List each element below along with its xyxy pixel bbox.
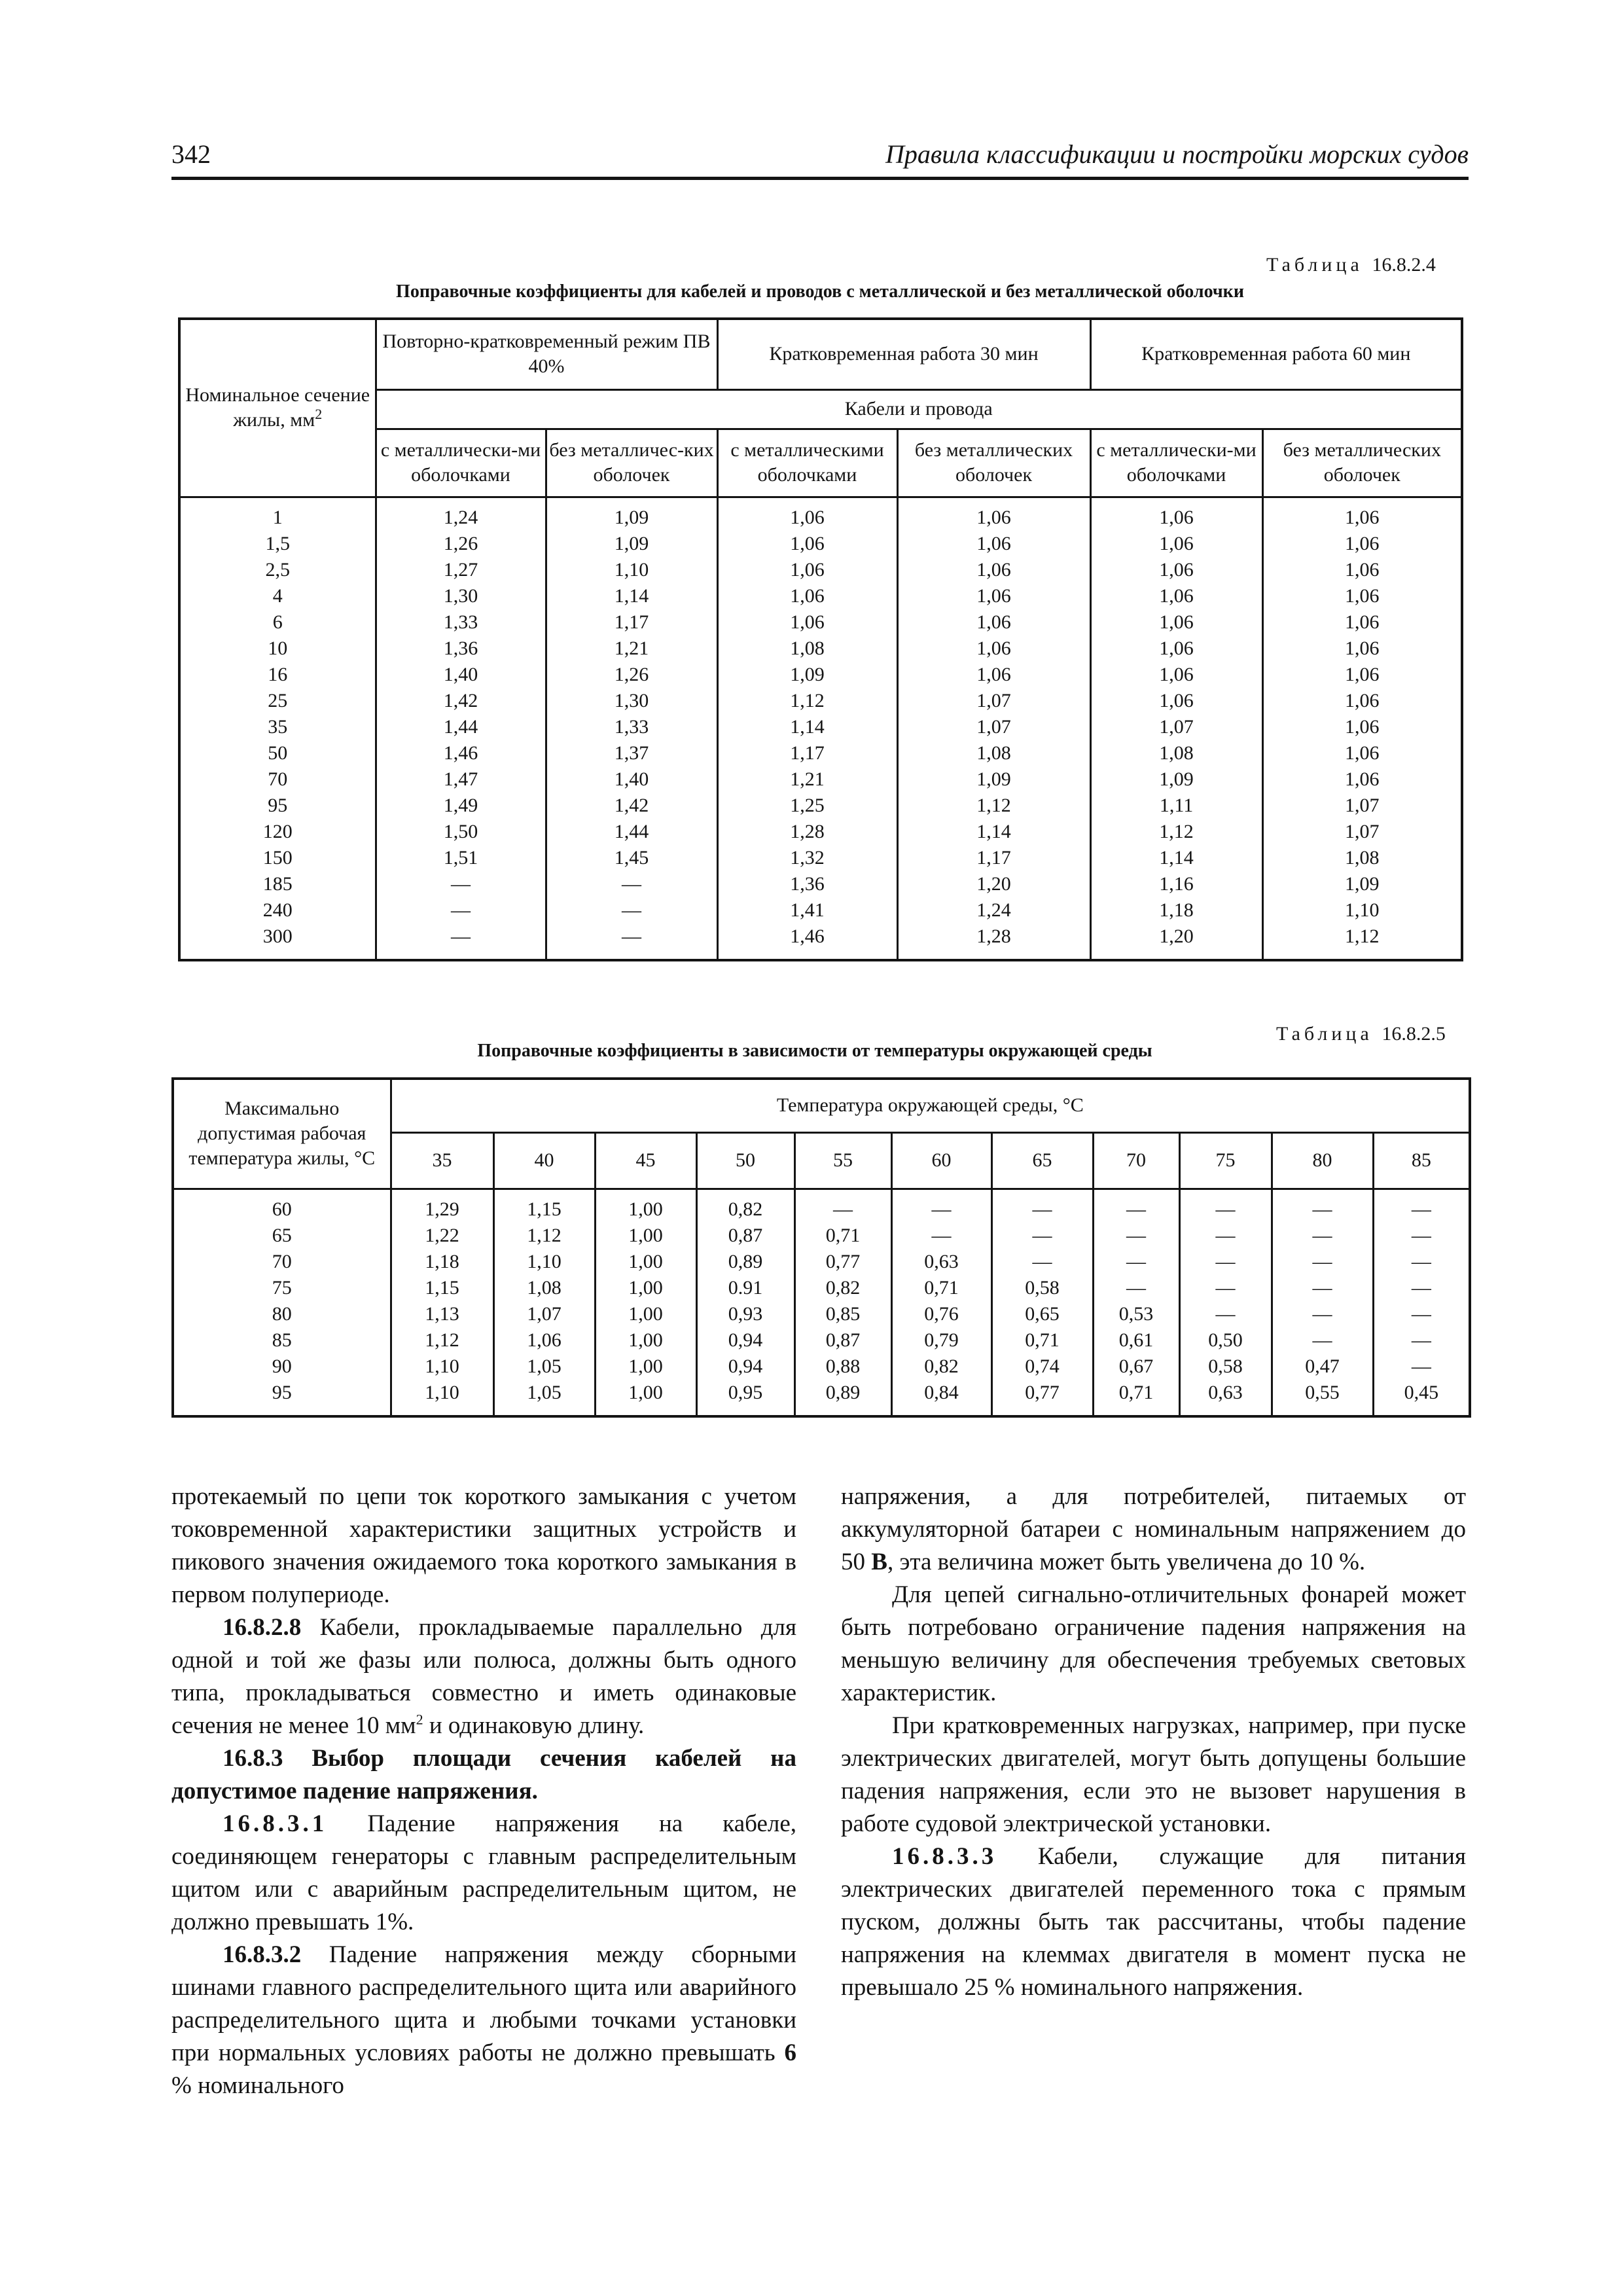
table2-value-cell: 1,29 [425, 1198, 459, 1220]
table1-col-head: с металлически-ми оболочками [376, 429, 546, 497]
table2-label: Таблица 16.8.2.5 [1276, 1023, 1446, 1045]
table2-value-cell: 0,88 [825, 1355, 861, 1377]
table2-value-cell: — [1312, 1329, 1332, 1351]
table1-value-cell: 1,32 [790, 846, 825, 869]
table2-value-column [1179, 1189, 1272, 1416]
table2-temp-head: 45 [595, 1132, 696, 1189]
table1-value-column [1262, 497, 1462, 960]
paragraph: протекаемый по цепи ток короткого замыкания с учетом токовременной характеристики защитных устройств и пикового значения ожидаемого тока короткого замыкания в первом полупериоде. [171, 1483, 796, 1608]
table1-value-cell: 1,09 [614, 506, 649, 528]
table1-col-head: без металлических оболочек [1262, 429, 1462, 497]
table2-value-cell: 0,71 [1118, 1381, 1154, 1403]
table1-section-cell: 25 [268, 689, 288, 711]
table2-value-cell: 1,00 [628, 1355, 663, 1377]
table2-temp-cell: 75 [272, 1276, 292, 1299]
table1-value-cell: 1,14 [1159, 846, 1194, 869]
table1-value-cell: 1,24 [443, 506, 478, 528]
table2-value-cell: — [1126, 1198, 1146, 1220]
table2-value-cell: — [931, 1224, 952, 1246]
table1-value-cell: 1,36 [790, 872, 825, 895]
table2-temp-head: 40 [493, 1132, 595, 1189]
table2-value-cell: 0,67 [1118, 1355, 1154, 1377]
table2-value-cell: 0,77 [825, 1250, 861, 1272]
table2-value-cell: — [833, 1198, 853, 1220]
table1-section-cell: 10 [268, 637, 288, 659]
table1-value-cell: 1,12 [1345, 925, 1380, 947]
table1-section-cell: 70 [268, 768, 288, 790]
table1-value-cell: 1,06 [976, 558, 1011, 581]
table2-value-cell: — [1032, 1224, 1052, 1246]
table1-section-cell: 120 [262, 820, 293, 842]
table2-value-cell: 0,71 [924, 1276, 959, 1299]
table2-value-cell: 1,06 [527, 1329, 562, 1351]
table1-value-cell: 1,42 [614, 794, 649, 816]
table1-value-cell: 1,17 [790, 742, 825, 764]
table1-section-cell: 4 [272, 584, 283, 607]
table2-value-cell: 0,82 [825, 1276, 861, 1299]
table2-value-cell: — [1312, 1224, 1332, 1246]
table2-value-cell: 1,00 [628, 1329, 663, 1351]
table2-temp-cell: 85 [272, 1329, 292, 1351]
table2-temp-cell: 60 [272, 1198, 292, 1220]
paragraph: напряжения, а для потребителей, питаемых от аккумуляторной батареи с номинальным напряжением до 50 В, эта величина может быть увеличена до 10 %. [841, 1483, 1466, 1575]
table2-value-cell: 0,71 [825, 1224, 861, 1246]
table2-temp-head: 35 [391, 1132, 493, 1189]
table1-value-cell: 1,28 [976, 925, 1011, 947]
table1-value-cell: 1,06 [1159, 532, 1194, 554]
table2-temp-head: 55 [794, 1132, 891, 1189]
table1-value-cell: 1,07 [1159, 715, 1194, 738]
table1-title: Поправочные коэффициенты для кабелей и проводов с металлической и без металлической оболочки [396, 281, 1244, 302]
table1-section-cell: 185 [262, 872, 293, 895]
table2-value-column [696, 1189, 794, 1416]
table2-value-cell: 0,89 [825, 1381, 861, 1403]
table1-value-cell: — [451, 925, 471, 947]
table1-value-cell: 1,14 [790, 715, 825, 738]
table2-value-column [1093, 1189, 1179, 1416]
table2-first-col-head: Максимально допустимая рабочая температура жилы, °С [173, 1079, 391, 1189]
table1-subgroup-head: Кабели и провода [376, 389, 1462, 429]
table1-section-column [179, 497, 376, 960]
table1-value-cell: 1,06 [790, 584, 825, 607]
table2-value-cell: 0,87 [825, 1329, 861, 1351]
table1-section-cell: 300 [262, 925, 293, 947]
table1-value-cell: 1,06 [1345, 584, 1380, 607]
right-text-column [841, 1480, 1466, 2004]
table1-value-cell: 1,10 [1345, 899, 1380, 921]
table1-col-head: с металлически-ми оболочками [1090, 429, 1262, 497]
table1-value-cell: 1,26 [614, 663, 649, 685]
table1-value-cell: 1,06 [976, 663, 1011, 685]
table2-value-cell: 0,89 [728, 1250, 763, 1272]
table2-value-cell: 0,85 [825, 1302, 861, 1325]
table1-value-cell: 1,08 [1345, 846, 1380, 869]
table1-value-cell: 1,49 [443, 794, 478, 816]
table1-value-cell: 1,07 [1345, 820, 1380, 842]
table2-value-cell: 1,10 [527, 1250, 562, 1272]
table2-temp-cell: 65 [272, 1224, 292, 1246]
table2-value-column [991, 1189, 1093, 1416]
table1-value-cell: 1,09 [1345, 872, 1380, 895]
table1-value-cell: 1,26 [443, 532, 478, 554]
table1-value-cell: 1,06 [1159, 689, 1194, 711]
table2-value-cell: 0,82 [924, 1355, 959, 1377]
table1-value-cell: 1,27 [443, 558, 478, 581]
table1-group-head: Кратковременная работа 60 мин [1090, 319, 1462, 389]
table1-value-cell: 1,08 [976, 742, 1011, 764]
table2-value-cell: 0,93 [728, 1302, 763, 1325]
table1-value-cell: 1,08 [1159, 742, 1194, 764]
paragraph: Для цепей сигнально-отличительных фонарей может быть потребовано ограничение падения напряжения на меньшую величину для обеспечения требуемых световых характеристик. [841, 1581, 1466, 1706]
table1-value-cell: 1,06 [1345, 611, 1380, 633]
table2-value-cell: 1,05 [527, 1381, 562, 1403]
table2-value-cell: — [1411, 1250, 1431, 1272]
table2-value-cell: 0,79 [924, 1329, 959, 1351]
table2-value-cell: 1,10 [425, 1355, 459, 1377]
table2-value-cell: 0,71 [1025, 1329, 1060, 1351]
header-rule [171, 177, 1469, 180]
table2-value-cell: — [1215, 1224, 1236, 1246]
table1-value-cell: 1,06 [1345, 715, 1380, 738]
table2-value-cell: 0,63 [924, 1250, 959, 1272]
table1-value-cell: 1,17 [976, 846, 1011, 869]
table2-value-cell: 1,05 [527, 1355, 562, 1377]
table2-value-cell: 0,47 [1305, 1355, 1340, 1377]
table2-temp-head: 70 [1093, 1132, 1179, 1189]
table2-value-cell: — [1411, 1224, 1431, 1246]
table2-temp-head: 60 [891, 1132, 991, 1189]
table2-value-cell: — [1032, 1198, 1052, 1220]
table1-value-cell: 1,06 [790, 558, 825, 581]
table1-value-cell: 1,12 [1159, 820, 1194, 842]
table1-value-cell: — [451, 872, 471, 895]
table2-value-cell: — [1032, 1250, 1052, 1272]
table1-value-cell: 1,06 [1159, 558, 1194, 581]
table1-value-cell: 1,08 [790, 637, 825, 659]
table2-value-cell: — [1312, 1250, 1332, 1272]
table1-group-head: Повторно-кратковременный режим ПВ 40% [376, 319, 717, 389]
table1-value-cell: 1,06 [1345, 689, 1380, 711]
table1-value-cell: 1,06 [1159, 663, 1194, 685]
table1-section-cell: 150 [262, 846, 293, 869]
table1-value-cell: 1,06 [790, 532, 825, 554]
table2-value-cell: — [1411, 1355, 1431, 1377]
table1-col-head: без металлических оболочек [897, 429, 1090, 497]
table1-value-cell: 1,30 [614, 689, 649, 711]
table2-value-column [891, 1189, 991, 1416]
table2-value-column [1272, 1189, 1373, 1416]
table2-temp-head: 85 [1373, 1132, 1470, 1189]
table2-title: Поправочные коэффициенты в зависимости от температуры окружающей среды [477, 1041, 1152, 1061]
table2-value-cell: 0,74 [1025, 1355, 1060, 1377]
table1-value-cell: 1,40 [443, 663, 478, 685]
table1-value-cell: 1,51 [443, 846, 478, 869]
table2-value-cell: 1,12 [425, 1329, 459, 1351]
page-number: 342 [171, 139, 211, 169]
table2-value-cell: 1,00 [628, 1302, 663, 1325]
table2-value-cell: — [1126, 1250, 1146, 1272]
table2-temp-cell: 90 [272, 1355, 292, 1377]
table1-value-cell: 1,33 [443, 611, 478, 633]
table2-value-cell: 0,77 [1025, 1381, 1060, 1403]
table2-value-column [1373, 1189, 1470, 1416]
table1-value-cell: 1,07 [976, 715, 1011, 738]
table1-section-cell: 240 [262, 899, 293, 921]
table1-value-cell: 1,30 [443, 584, 478, 607]
table2-value-cell: 1,07 [527, 1302, 562, 1325]
table2-value-cell: 0,87 [728, 1224, 763, 1246]
table2-value-cell: 1,00 [628, 1250, 663, 1272]
table1-value-cell: 1,40 [614, 768, 649, 790]
table1-value-cell: 1,36 [443, 637, 478, 659]
table2-value-cell: 0,76 [924, 1302, 959, 1325]
table2-value-cell: 1,08 [527, 1276, 562, 1299]
table1-value-cell: 1,46 [790, 925, 825, 947]
table1-value-cell: 1,21 [614, 637, 649, 659]
table1-value-cell: 1,06 [1345, 532, 1380, 554]
table1-section-cell: 6 [272, 611, 283, 633]
table1-value-cell: 1,09 [1159, 768, 1194, 790]
table2-temp-head: 65 [991, 1132, 1093, 1189]
table1-value-cell: — [451, 899, 471, 921]
paragraph: При кратковременных нагрузках, например, при пуске электрических двигателей, могут быть допущены большие падения напряжения, если это не вызовет нарушения в работе судовой электрической установки. [841, 1712, 1466, 1837]
table1-value-cell: 1,06 [1159, 637, 1194, 659]
paragraph-16-8-2-8: 16.8.2.8 Кабели, прокладываемые параллельно для одной и той же фазы или полюса, должны быть одного типа, прокладываться совместно и иметь одинаковые сечения не менее 10 $мм^2$ и одинаковую длину. [171, 1614, 797, 1739]
table2-value-cell: — [1312, 1276, 1332, 1299]
paragraph-16-8-3-3: 16.8.3.3 Кабели, служащие для питания электрических двигателей переменного тока с прямым пуском, должны быть так рассчитаны, чтобы падение напряжения на клеммах двигателя в момент пуска не превышало 25 % номинального напряжения. [841, 1843, 1466, 2001]
table2-value-cell: — [1215, 1198, 1236, 1220]
table1-value-cell: — [622, 925, 641, 947]
table1-value-cell: 1,06 [1345, 558, 1380, 581]
table1-section-cell: 35 [268, 715, 288, 738]
table2-value-cell: 1,15 [527, 1198, 562, 1220]
page-header [171, 139, 1469, 177]
table2-value-cell: — [1215, 1302, 1236, 1325]
table1-value-cell: 1,09 [790, 663, 825, 685]
table1-value-cell: 1,46 [443, 742, 478, 764]
table2-value-cell: 0,82 [728, 1198, 763, 1220]
table2 [171, 1077, 1471, 1418]
table1-value-cell: 1,07 [976, 689, 1011, 711]
table1-col-head: без металличес-ких оболочек [546, 429, 717, 497]
table2-value-cell: 1,10 [425, 1381, 459, 1403]
table1-value-cell: 1,47 [443, 768, 478, 790]
table1-value-cell: 1,06 [1159, 611, 1194, 633]
table2-value-cell: 1,22 [425, 1224, 459, 1246]
table2-value-cell: 0,94 [728, 1329, 763, 1351]
table1-value-cell: 1,07 [1345, 794, 1380, 816]
table1-value-cell: 1,44 [443, 715, 478, 738]
table1-value-cell: 1,16 [1159, 872, 1194, 895]
table1-value-cell: 1,12 [976, 794, 1011, 816]
table1-value-cell: 1,06 [976, 637, 1011, 659]
table1-col-head: с металлическими оболочками [717, 429, 897, 497]
table1-section-cell: 1 [272, 506, 283, 528]
table2-value-cell: — [1411, 1276, 1431, 1299]
table2-temp-cell: 95 [272, 1381, 292, 1403]
table1-value-cell: — [622, 872, 641, 895]
table2-value-cell: — [1411, 1198, 1431, 1220]
table1-value-cell: 1,06 [976, 584, 1011, 607]
table2-value-cell: — [1126, 1276, 1146, 1299]
table2-value-cell: — [1126, 1224, 1146, 1246]
table1-value-cell: 1,06 [1345, 742, 1380, 764]
table2-value-cell: — [1312, 1302, 1332, 1325]
table1-value-column [1090, 497, 1262, 960]
table1-value-column [897, 497, 1090, 960]
table1-value-cell: 1,06 [1159, 506, 1194, 528]
table2-value-cell: 0,61 [1118, 1329, 1154, 1351]
paragraph-16-8-3-2: 16.8.3.2 Падение напряжения между сборными шинами главного распределительного щита или аварийного распределительного щита и любыми точками установки при нормальных условиях работы не должно превышать 6 % номинального [171, 1941, 797, 2099]
table2-temp-column [173, 1189, 391, 1416]
table1-value-cell: 1,20 [976, 872, 1011, 895]
table1-value-cell: 1,09 [614, 532, 649, 554]
table1-value-cell: 1,20 [1159, 925, 1194, 947]
table2-value-column [493, 1189, 595, 1416]
table1-value-cell: 1,17 [614, 611, 649, 633]
table1-value-cell: 1,14 [614, 584, 649, 607]
table1-value-column [546, 497, 717, 960]
table1-value-cell: — [622, 899, 641, 921]
table2-value-cell: 0,58 [1208, 1355, 1243, 1377]
table1-value-cell: 1,06 [976, 532, 1011, 554]
table1-value-cell: 1,44 [614, 820, 649, 842]
table1-value-cell: 1,10 [614, 558, 649, 581]
table1-value-cell: 1,37 [614, 742, 649, 764]
table1-value-cell: 1,14 [976, 820, 1011, 842]
table2-value-cell: 0,55 [1305, 1381, 1340, 1403]
table1-value-cell: 1,33 [614, 715, 649, 738]
table2-value-cell: — [1215, 1276, 1236, 1299]
table1-section-cell: 2,5 [265, 558, 290, 581]
table2-value-cell: 1,00 [628, 1224, 663, 1246]
table2-temp-cell: 80 [272, 1302, 292, 1325]
table2-value-cell: — [1215, 1250, 1236, 1272]
table2-temp-head: 75 [1179, 1132, 1272, 1189]
table1-section-cell: 50 [268, 742, 288, 764]
table2-value-cell: — [1411, 1329, 1431, 1351]
table1-value-cell: 1,42 [443, 689, 478, 711]
table1-value-cell: 1,45 [614, 846, 649, 869]
table1-value-cell: 1,21 [790, 768, 825, 790]
table1-value-cell: 1,12 [790, 689, 825, 711]
table1-value-column [376, 497, 546, 960]
table2-value-cell: 0,53 [1118, 1302, 1154, 1325]
table2-value-cell: 0,94 [728, 1355, 763, 1377]
table2-value-column [391, 1189, 493, 1416]
table1-value-cell: 1,11 [1159, 794, 1194, 816]
table1-first-col-head: Номинальное сечение жилы, $мм^2$ [179, 319, 376, 497]
table1-value-cell: 1,06 [976, 611, 1011, 633]
table2-value-cell: — [1312, 1198, 1332, 1220]
table1-section-cell: 16 [268, 663, 288, 685]
table2-temp-cell: 70 [272, 1250, 292, 1272]
table2-value-cell: 0,84 [924, 1381, 959, 1403]
section-heading-16-8-3: 16.8.3 Выбор площади сечения кабелей на допустимое падение напряжения. [171, 1745, 797, 1804]
table1-value-column [717, 497, 897, 960]
table2-value-cell: 0,45 [1404, 1381, 1439, 1403]
table2-value-cell: 1,12 [527, 1224, 562, 1246]
table1-value-cell: 1,25 [790, 794, 825, 816]
table2-value-column [794, 1189, 891, 1416]
table2-temp-head: 80 [1272, 1132, 1373, 1189]
table2-value-cell: 0.91 [728, 1276, 763, 1299]
table2-group-head: Температура окружающей среды, °С [391, 1079, 1470, 1132]
table1-value-cell: 1,06 [1345, 768, 1380, 790]
table2-value-cell: — [931, 1198, 952, 1220]
left-text-column [171, 1480, 796, 2102]
table1-value-cell: 1,06 [1345, 506, 1380, 528]
table1-value-cell: 1,06 [976, 506, 1011, 528]
table1-value-cell: 1,09 [976, 768, 1011, 790]
table1-value-cell: 1,06 [790, 506, 825, 528]
table1-value-cell: 1,28 [790, 820, 825, 842]
table2-value-column [595, 1189, 696, 1416]
table1-value-cell: 1,24 [976, 899, 1011, 921]
table2-value-cell: 1,00 [628, 1198, 663, 1220]
table2-value-cell: 0,58 [1025, 1276, 1060, 1299]
table2-value-cell: 1,18 [425, 1250, 459, 1272]
table1-section-cell: 95 [268, 794, 288, 816]
table2-value-cell: 0,50 [1208, 1329, 1243, 1351]
table1-label: Таблица 16.8.2.4 [1266, 254, 1436, 276]
table1-group-head: Кратковременная работа 30 мин [717, 319, 1090, 389]
table1-value-cell: 1,06 [1345, 663, 1380, 685]
table2-value-cell: 1,13 [425, 1302, 459, 1325]
table2-value-cell: — [1411, 1302, 1431, 1325]
table2-value-cell: 0,65 [1025, 1302, 1060, 1325]
table1-value-cell: 1,06 [1159, 584, 1194, 607]
table1-value-cell: 1,06 [1345, 637, 1380, 659]
table2-value-cell: 1,15 [425, 1276, 459, 1299]
table2-value-cell: 0,63 [1208, 1381, 1243, 1403]
running-title: Правила классификации и постройки морских судов [885, 139, 1469, 169]
table2-value-cell: 1,00 [628, 1381, 663, 1403]
table1-value-cell: 1,50 [443, 820, 478, 842]
table1-value-cell: 1,18 [1159, 899, 1194, 921]
table1-value-cell: 1,41 [790, 899, 825, 921]
paragraph-16-8-3-1: 16.8.3.1 Падение напряжения на кабеле, соединяющем генераторы с главным распределительным щитом или с аварийным распределительным щитом, не должно превышать 1%. [171, 1810, 797, 1935]
table2-temp-head: 50 [696, 1132, 794, 1189]
table1-section-cell: 1,5 [265, 532, 290, 554]
table1-value-cell: 1,06 [790, 611, 825, 633]
table2-value-cell: 1,00 [628, 1276, 663, 1299]
table1 [178, 317, 1463, 961]
table2-value-cell: 0,95 [728, 1381, 763, 1403]
